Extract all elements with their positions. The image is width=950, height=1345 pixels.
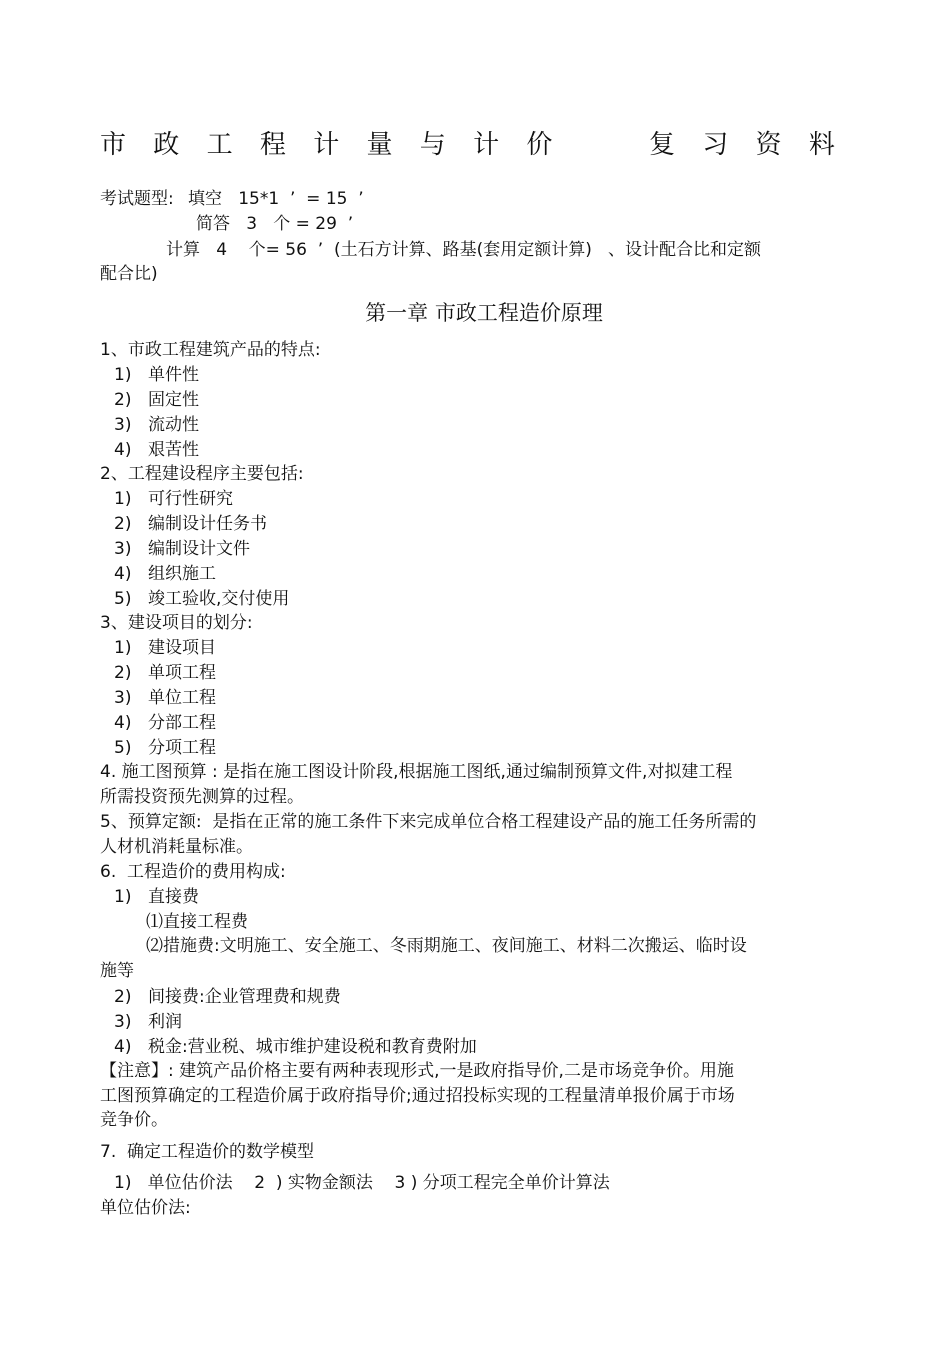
sub-heading: 单位估价法: xyxy=(100,1198,191,1218)
list-item: 1) 可行性研究 xyxy=(114,489,233,509)
title-char: 与 xyxy=(419,130,446,160)
list-item: 5) 分项工程 xyxy=(114,738,216,758)
chapter-title: 第一章 市政工程造价原理 xyxy=(365,301,603,325)
exam-short-answer: 简答 3 个 = 29 ’ xyxy=(196,214,354,234)
list-item: 4) 分部工程 xyxy=(114,713,216,733)
list-item: 2) 编制设计任务书 xyxy=(114,514,267,534)
paragraph-line: 5、预算定额: 是指在正常的施工条件下来完成单位合格工程建设产品的施工任务所需的 xyxy=(100,812,757,832)
title-char: 计 xyxy=(473,130,500,160)
title-char: 资 xyxy=(755,130,782,160)
list-item: 3) 利润 xyxy=(114,1012,182,1032)
exam-calculation-cont: 配合比) xyxy=(100,264,158,284)
list-item: 2) 单项工程 xyxy=(114,663,216,683)
section-heading: 6. 工程造价的费用构成: xyxy=(100,862,286,882)
list-item: 4) 艰苦性 xyxy=(114,440,199,460)
list-item: 3) 编制设计文件 xyxy=(114,539,250,559)
exam-type-label: 考试题型: xyxy=(100,189,174,209)
paragraph-line: 人材机消耗量标准。 xyxy=(100,837,253,857)
list-item: 2) 间接费:企业管理费和规费 xyxy=(114,987,341,1007)
section-heading: 7. 确定工程造价的数学模型 xyxy=(100,1142,315,1162)
exam-fill-blank: 填空 15*1 ’ = 15 ’ xyxy=(188,189,364,209)
title-char: 计 xyxy=(313,130,340,160)
title-char: 市 xyxy=(100,130,127,160)
list-item: 1) 单件性 xyxy=(114,365,199,385)
title-char: 工 xyxy=(206,130,233,160)
sub-item: ⑴直接工程费 xyxy=(146,912,248,932)
list-item: 5) 竣工验收,交付使用 xyxy=(114,589,290,609)
title-char: 习 xyxy=(702,130,729,160)
list-item: 4) 税金:营业税、城市维护建设税和教育费附加 xyxy=(114,1037,477,1057)
section-heading: 3、建设项目的划分: xyxy=(100,613,253,633)
note-line: 工图预算确定的工程造价属于政府指导价;通过招投标实现的工程量清单报价属于市场 xyxy=(100,1086,735,1106)
section-heading: 1、市政工程建筑产品的特点: xyxy=(100,340,321,360)
list-item: 2) 固定性 xyxy=(114,390,199,410)
title-char: 政 xyxy=(153,130,180,160)
sub-item: ⑵措施费:文明施工、安全施工、冬雨期施工、夜间施工、材料二次搬运、临时设 xyxy=(146,936,747,956)
list-item: 3) 流动性 xyxy=(114,415,199,435)
note-line: 【注意】: 建筑产品价格主要有两种表现形式,一是政府指导价,二是市场竞争价。用施 xyxy=(100,1061,734,1081)
document-title xyxy=(100,128,835,162)
title-char: 料 xyxy=(808,130,835,160)
title-char: 复 xyxy=(648,130,675,160)
list-item: 4) 组织施工 xyxy=(114,564,216,584)
exam-calculation: 计算 4 个= 56 ’ (土石方计算、路基(套用定额计算) 、设计配合比和定额 xyxy=(166,240,762,260)
methods-line: 1) 单位估价法 2 ) 实物金额法 3 ) 分项工程完全单价计算法 xyxy=(114,1173,610,1193)
paragraph-line: 所需投资预先测算的过程。 xyxy=(100,787,304,807)
list-item: 3) 单位工程 xyxy=(114,688,216,708)
title-char: 量 xyxy=(366,130,393,160)
note-line: 竞争价。 xyxy=(100,1110,168,1130)
title-char: 价 xyxy=(526,130,553,160)
list-item: 1) 建设项目 xyxy=(114,638,216,658)
paragraph-line: 4. 施工图预算 : 是指在施工图设计阶段,根据施工图纸,通过编制预算文件,对拟建工程 xyxy=(100,762,733,782)
title-char: 程 xyxy=(259,130,286,160)
section-heading: 2、工程建设程序主要包括: xyxy=(100,464,304,484)
sub-item-cont: 施等 xyxy=(100,961,134,981)
list-item: 1) 直接费 xyxy=(114,887,199,907)
